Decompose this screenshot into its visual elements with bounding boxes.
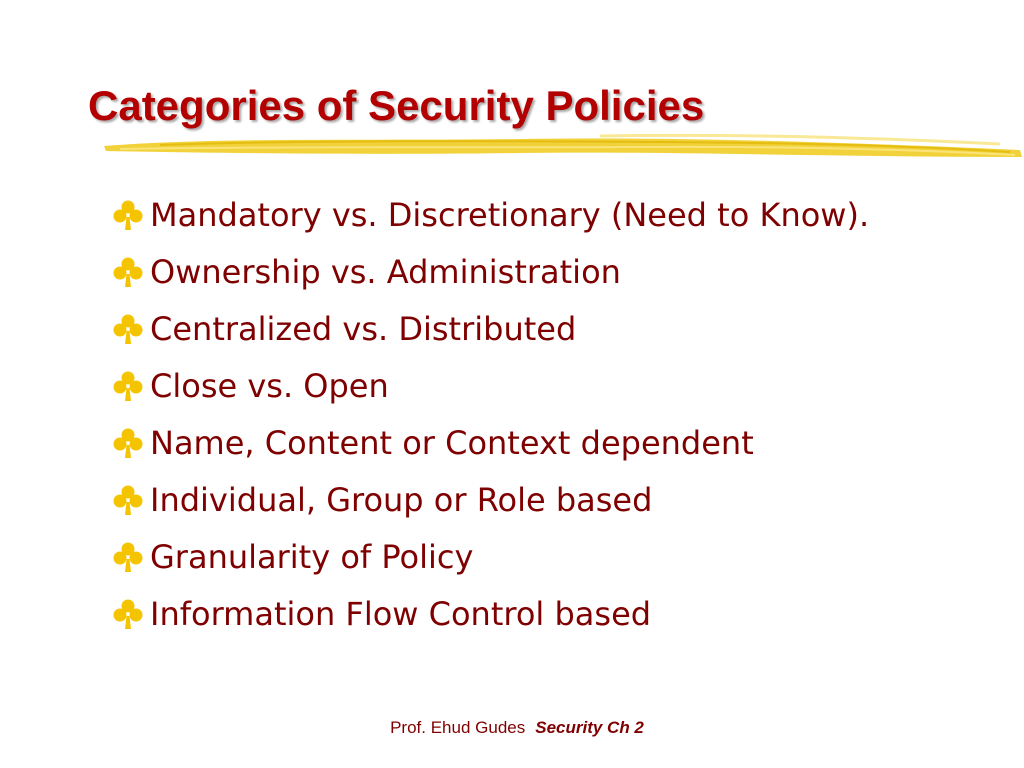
bullet-text: Individual, Group or Role based [150, 480, 653, 519]
list-item [110, 528, 869, 585]
club-icon [110, 197, 146, 233]
bullet-text: Centralized vs. Distributed [150, 309, 577, 348]
title-underline [100, 126, 1024, 166]
slide-footer [0, 718, 1024, 738]
bullet-text: Ownership vs. Administration [150, 252, 621, 291]
bullet-text: Mandatory vs. Discretionary (Need to Know). [150, 195, 870, 234]
club-icon [110, 425, 146, 461]
list-item [110, 186, 869, 243]
club-icon [110, 539, 146, 575]
bullet-text: Name, Content or Context dependent [150, 423, 754, 462]
list-item [110, 243, 869, 300]
club-icon [110, 482, 146, 518]
footer-course: Security Ch 2 [535, 718, 644, 737]
list-item [110, 585, 869, 642]
list-item [110, 414, 869, 471]
list-item [110, 471, 869, 528]
list-item [110, 357, 869, 414]
list-item [110, 300, 869, 357]
footer-author: Prof. Ehud Gudes [390, 718, 526, 737]
bullet-text: Granularity of Policy [150, 537, 474, 576]
club-icon [110, 254, 146, 290]
bullet-list [110, 186, 869, 642]
bullet-text: Close vs. Open [150, 366, 389, 405]
club-icon [110, 311, 146, 347]
bullet-text: Information Flow Control based [150, 594, 652, 633]
club-icon [110, 596, 146, 632]
slide-title: Categories of Security Policies [88, 82, 705, 129]
club-icon [110, 368, 146, 404]
